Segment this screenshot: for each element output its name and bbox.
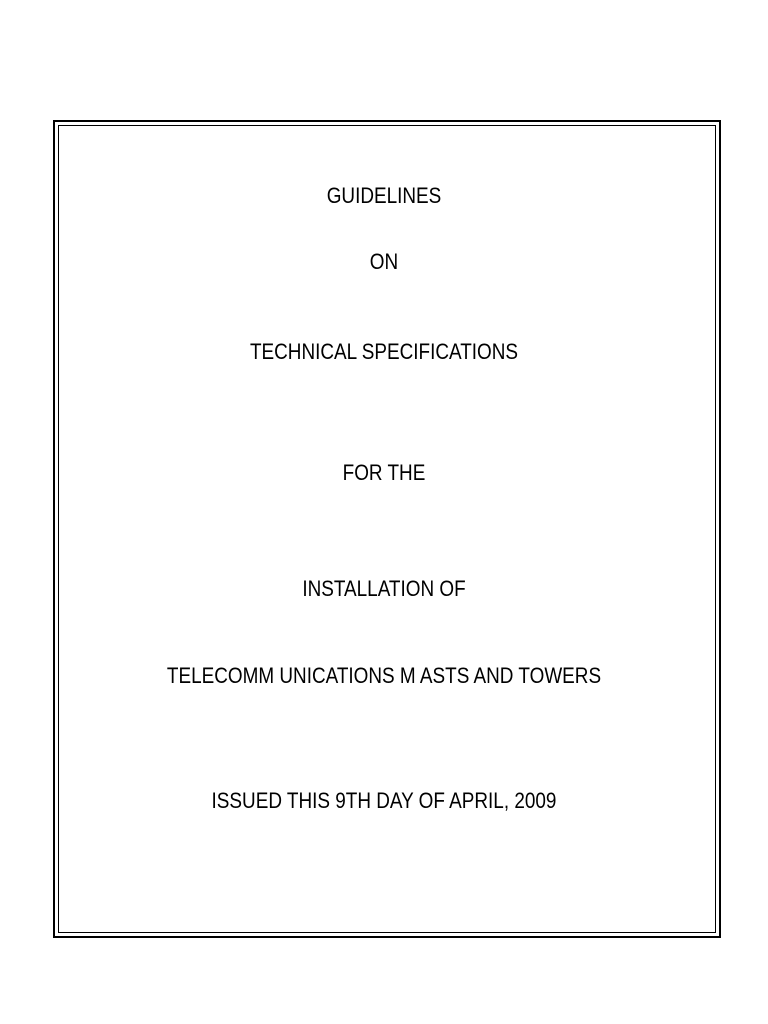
title-installation-of: INSTALLATION OF: [302, 576, 466, 601]
title-on: ON: [369, 249, 399, 274]
title-technical-specifications: TECHNICAL SPECIFICATIONS: [249, 339, 519, 364]
title-for-the: FOR THE: [342, 460, 426, 485]
issue-date: ISSUED THIS 9TH DAY OF APRIL, 2009: [211, 788, 557, 813]
title-masts-and-towers: TELECOMM UNICATIONS M ASTS AND TOWERS: [166, 663, 602, 688]
title-guidelines: GUIDELINES: [326, 183, 442, 208]
